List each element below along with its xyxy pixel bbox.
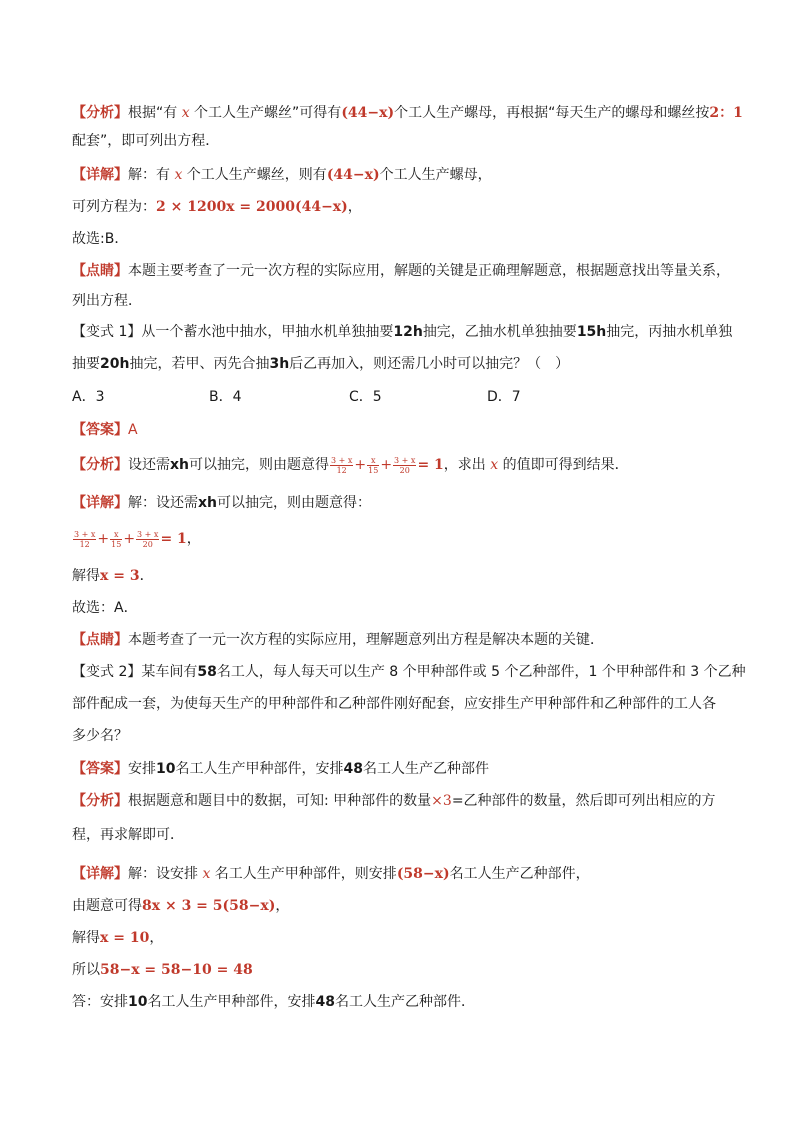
variant1-question-line-1 [72, 322, 732, 342]
equals-one: = 1 [417, 457, 444, 473]
analysis-text-d: 配套”，即可列出方程． [72, 133, 220, 149]
variable-x: x [181, 105, 190, 121]
comment-tag: 【点睛】 [72, 632, 128, 648]
answer-tag: 【答案】 [72, 422, 128, 438]
solve-suffix: ， [149, 930, 164, 946]
fraction-3-plus-x-over-20: $\frac{3 + x}{20}$ [137, 529, 159, 549]
variant1-text-c: 抽完，丙抽水机单独 [606, 324, 733, 340]
choice-text: 故选:B． [72, 231, 129, 247]
so-prefix: 所以 [72, 962, 100, 978]
variant2-detail-line [72, 864, 590, 884]
option-b: B．4 [209, 389, 242, 405]
variant2-solve-line [72, 928, 163, 948]
detail-text-a: 解：有 [128, 167, 175, 183]
variant1-comment-line [72, 630, 604, 650]
equation-comma: ， [186, 531, 201, 547]
expression-44-minus-x: (44−x) [341, 105, 395, 121]
variant2-text-b: 名工人，每人每天可以生产 8 个甲种部件或 5 个乙种部件，1 个甲种部件和 3 个乙种 [216, 664, 746, 680]
value-48: 48 [343, 761, 363, 777]
variant2-text-a: 某车间有 [141, 664, 198, 680]
final-text-a: 答：安排 [72, 994, 128, 1010]
option-d: D．7 [487, 389, 521, 405]
variant1-analysis-text-c: ，求出 [443, 457, 491, 473]
variant2-detail-a: 解：设安排 [128, 866, 203, 882]
comment-line-2 [72, 291, 142, 311]
comment-text-a: 本题主要考查了一元一次方程的实际应用，解题的关键是正确理解题意，根据题意找出等量关系， [128, 263, 730, 279]
equation: 8x × 3 = 5(58−x) [142, 898, 276, 914]
solution: x = 10 [100, 930, 150, 946]
variant1-text-a: 从一个蓄水池中抽水，甲抽水机单独抽要 [141, 324, 394, 340]
variant2-question-line-3 [72, 726, 128, 746]
variant2-tag: 【变式 2】 [72, 664, 142, 680]
variant1-comment-text: 本题考查了一元一次方程的实际应用，理解题意列出方程是解决本题的关键． [128, 632, 604, 648]
option-c: C．5 [349, 389, 382, 405]
detail-tag: 【详解】 [72, 495, 128, 511]
equation-suffix: ， [347, 199, 362, 215]
solution: x = 3 [100, 568, 140, 584]
variant1-tag: 【变式 1】 [72, 324, 142, 340]
analysis-text-a: 根据“有 [128, 105, 182, 121]
variant2-analysis-a: 根据题意和题目中的数据，可知: 甲种部件的数量 [128, 793, 432, 809]
variant1-text-d: 抽要 [72, 356, 100, 372]
variant1-text-b: 抽完，乙抽水机单独抽要 [422, 324, 577, 340]
option-a: A．3 [72, 389, 105, 405]
value-15h: 15h [576, 324, 607, 340]
variant2-answer-line [72, 759, 489, 779]
variant1-text-e: 抽完，若甲、丙先合抽 [129, 356, 270, 372]
value-58: 58 [197, 664, 217, 680]
expression-58-minus-x: (58−x) [396, 866, 450, 882]
equation-prefix: 由题意可得 [72, 898, 142, 914]
variant1-choice-line [72, 598, 138, 618]
solve-suffix: ． [139, 568, 154, 584]
fraction-x-over-15: $\frac{x}{15}$ [368, 455, 379, 475]
variant1-detail-line [72, 493, 371, 513]
value-xh: xh [198, 495, 217, 511]
choice-text: 故选：A． [72, 600, 138, 616]
plus-sign: + [354, 457, 367, 473]
variant1-answer-line [72, 420, 138, 440]
variant2-so-line [72, 960, 253, 980]
variant2-text-d: 多少名？ [72, 728, 128, 744]
analysis-tag: 【分析】 [72, 105, 128, 121]
variant1-solve-line [72, 566, 154, 586]
plus-sign: + [97, 531, 110, 547]
equals-one: = 1 [160, 531, 187, 547]
so-expression: 58−x = 58−10 = 48 [100, 962, 253, 978]
variant1-analysis-text-d: 的值即可得到结果． [498, 457, 629, 473]
equation: 2 × 1200x = 2000(44−x) [156, 199, 348, 215]
value-20h: 20h [100, 356, 130, 372]
times-three: ×3 [431, 793, 452, 809]
analysis-tag: 【分析】 [72, 457, 128, 473]
analysis-tag: 【分析】 [72, 793, 128, 809]
variant2-equation-line [72, 896, 289, 916]
variant2-detail-c: 名工人生产乙种部件， [449, 866, 590, 882]
answer-tag: 【答案】 [72, 761, 128, 777]
analysis-text-b: 个工人生产螺丝”可得有 [189, 105, 342, 121]
value-10: 10 [128, 994, 148, 1010]
variant2-analysis-b: =乙种部件的数量，然后即可列出相应的方 [451, 793, 716, 809]
value-xh: xh [170, 457, 189, 473]
expression-44-minus-x: (44−x) [326, 167, 380, 183]
variant1-analysis-line [72, 455, 629, 475]
solve-prefix: 解得 [72, 930, 100, 946]
variant2-detail-b: 名工人生产甲种部件，则安排 [210, 866, 397, 882]
analysis-line-1 [72, 103, 743, 123]
solve-prefix: 解得 [72, 568, 100, 584]
comment-text-b: 列出方程． [72, 293, 142, 309]
plus-sign: + [123, 531, 136, 547]
detail-text-b: 个工人生产螺丝，则有 [182, 167, 327, 183]
variant2-question-line-2 [72, 694, 716, 714]
fraction-3-plus-x-over-20: $\frac{3 + x}{20}$ [394, 455, 416, 475]
variant2-text-c: 部件配成一套，为使每天生产的甲种部件和乙种部件刚好配套，应安排生产甲种部件和乙种部件的工人各 [72, 696, 716, 712]
ratio: 2：1 [709, 105, 743, 121]
variant1-text-f: 后乙再加入，则还需几小时可以抽完？（ ） [289, 356, 570, 372]
fraction-3-plus-x-over-12: $\frac{3 + x}{12}$ [74, 529, 96, 549]
plus-sign: + [380, 457, 393, 473]
comment-tag: 【点睛】 [72, 263, 128, 279]
answer-value: A [128, 422, 138, 438]
variant2-analysis-line-1 [72, 791, 716, 811]
analysis-line-2 [72, 131, 219, 151]
variant1-equation-line [72, 527, 201, 551]
variant1-detail-text-b: 可以抽完，则由题意得： [217, 495, 371, 511]
detail-tag: 【详解】 [72, 866, 128, 882]
detail-tag: 【详解】 [72, 167, 128, 183]
variable-x: x [174, 167, 183, 183]
variable-x: x [490, 457, 499, 473]
variant1-analysis-text-a: 设还需 [128, 457, 170, 473]
equation-prefix: 可列方程为： [72, 199, 156, 215]
fraction-3-plus-x-over-12: $\frac{3 + x}{12}$ [331, 455, 353, 475]
comment-line-1 [72, 261, 730, 281]
variant2-answer-c: 名工人生产乙种部件 [362, 761, 489, 777]
variant2-answer-b: 名工人生产甲种部件，安排 [175, 761, 344, 777]
equation-line [72, 197, 362, 217]
variable-x: x [202, 866, 211, 882]
analysis-text-c: 个工人生产螺母，再根据“每天生产的螺母和螺丝按 [394, 105, 710, 121]
equation-suffix: ， [275, 898, 290, 914]
value-12h: 12h [393, 324, 423, 340]
final-text-b: 名工人生产甲种部件，安排 [147, 994, 316, 1010]
variant2-answer-a: 安排 [128, 761, 156, 777]
variant1-analysis-text-b: 可以抽完，则由题意得 [189, 457, 329, 473]
final-text-c: 名工人生产乙种部件． [334, 994, 475, 1010]
value-3h: 3h [269, 356, 290, 372]
fraction-x-over-15: $\frac{x}{15}$ [111, 529, 122, 549]
variant2-final-line [72, 992, 475, 1012]
value-48: 48 [315, 994, 335, 1010]
variant2-analysis-line-2 [72, 825, 184, 845]
variant1-detail-text-a: 解：设还需 [128, 495, 198, 511]
detail-text-c: 个工人生产螺母， [379, 167, 492, 183]
variant2-analysis-c: 程，再求解即可． [72, 827, 184, 843]
variant1-question-line-2 [72, 354, 569, 374]
variant2-question-line-1 [72, 662, 746, 682]
choice-line [72, 229, 128, 249]
value-10: 10 [156, 761, 176, 777]
detail-line-1 [72, 165, 492, 185]
